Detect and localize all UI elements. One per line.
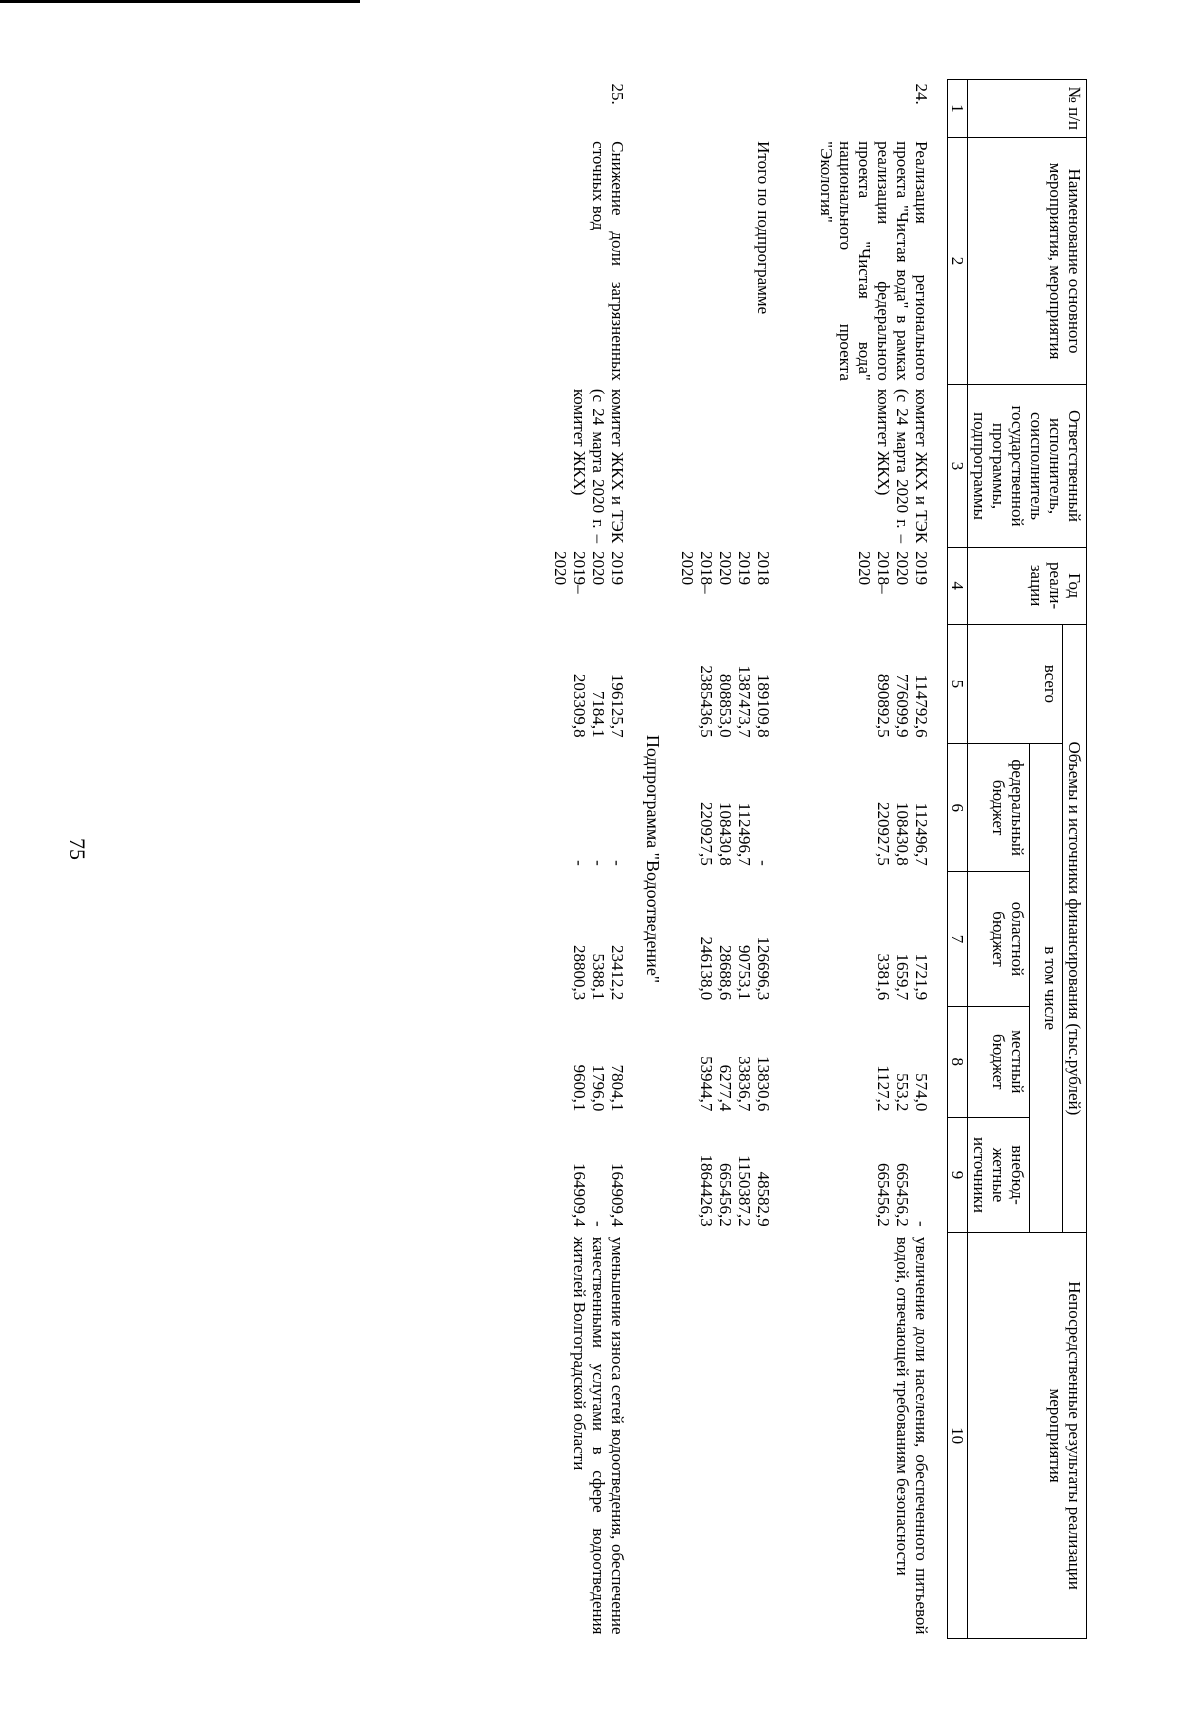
measure-name: Снижение доли загрязненных сточных вод — [589, 141, 627, 381]
header-regional: областной бюджет — [968, 872, 1030, 1007]
column-number: 5 — [948, 624, 968, 744]
federal-amount: - - - — [570, 860, 627, 866]
regional-amount: 1721,9 1659,7 3381,6 — [874, 953, 931, 1001]
total-amount: 114792,6 776099,9 890892,5 — [874, 673, 931, 738]
header-executor: Ответственный исполнитель, соисполнитель государственной программы, подпрограммы — [968, 385, 1087, 547]
executor: комитет ЖКХ и ТЭК (с 24 марта 2020 г. – комитет ЖКХ) — [874, 388, 931, 544]
header-extra: внебюд-жетные источники — [968, 1117, 1030, 1232]
page-number: 75 — [65, 838, 90, 860]
table-row — [676, 80, 775, 1639]
executor — [676, 385, 775, 547]
subprogram-row — [629, 80, 676, 1639]
years: 2019 2020 2018– 2020 — [855, 551, 931, 594]
header-in-that: в том числе — [1030, 744, 1063, 1233]
column-number: 6 — [948, 744, 968, 872]
regional-amount: 126696,3 90753,1 28688,6 246138,0 — [697, 936, 773, 1001]
column-number: 4 — [948, 547, 968, 624]
column-number: 7 — [948, 872, 968, 1007]
header-local: местный бюджет — [968, 1006, 1030, 1117]
column-number: 9 — [948, 1117, 968, 1232]
header-funding-group: Объемы и источники финансирования (тыс.рублей) — [1063, 624, 1087, 1233]
years: 2019 2020 2019– 2020 — [551, 551, 627, 594]
executor: комитет ЖКХ и ТЭК (с 24 марта 2020 г. – комитет ЖКХ) — [570, 388, 627, 544]
row-number — [676, 80, 775, 138]
federal-amount: 112496,7 108430,8 220927,5 — [874, 802, 931, 866]
regional-amount: 23412,2 5388,1 28800,3 — [570, 945, 627, 1001]
total-amount: 189109,8 1387473,7 808853,0 2385436,5 — [697, 665, 773, 738]
table-row — [815, 80, 933, 1639]
column-number: 3 — [948, 385, 968, 547]
measure-name: Итого по подпрограмме — [754, 141, 773, 315]
total-amount: 196125,7 7184,1 203309,8 — [570, 673, 627, 738]
result-text: увеличение доли населения, обеспеченного питьевой водой, отвечающей требованиям безопасности — [893, 1236, 931, 1635]
header-year: Год реали-зации — [968, 547, 1087, 624]
local-amount: 574,0 553,2 1127,2 — [874, 1065, 931, 1112]
local-amount: 13830,6 33836,7 6277,4 53944,7 — [697, 1056, 773, 1112]
row-number: 25. — [608, 83, 627, 105]
header-num: № п/п — [968, 80, 1087, 138]
measure-name: Реализация регионального проекта "Чистая вода" в рамках реализации федерального проекта "Чистая вода" национального проекта "Экология" — [817, 141, 931, 381]
extra-amount: 164909,4 - 164909,4 — [570, 1162, 627, 1227]
table-row — [549, 80, 629, 1639]
header-name: Наименование основного мероприятия, мероприятия — [968, 137, 1087, 385]
years: 2018 2019 2020 2018– 2020 — [678, 551, 773, 594]
result-text: уменьшение износа сетей водоотведения, обеспечение качественными услугами в сфере водоотведения жителей Волгоградской области — [570, 1236, 627, 1635]
result-text — [676, 1233, 775, 1639]
local-amount: 7804,1 1796,0 9600,1 — [570, 1064, 627, 1112]
column-number: 1 — [948, 80, 968, 138]
row-number: 24. — [912, 83, 931, 105]
subprogram-title: Подпрограмма "Водоотведение" — [643, 734, 663, 984]
column-number: 8 — [948, 1006, 968, 1117]
extra-amount: 48582,9 1150387,2 665456,2 1864426,3 — [697, 1154, 773, 1227]
header-federal: федеральный бюджет — [968, 744, 1030, 872]
header-total: всего — [968, 624, 1063, 744]
federal-amount: - 112496,7 108430,8 220927,5 — [697, 802, 773, 866]
column-number-row — [948, 80, 968, 1639]
extra-amount: - 665456,2 665456,2 — [874, 1162, 931, 1227]
header-results: Непосредственные результаты реализации мероприятия — [968, 1233, 1087, 1639]
column-number: 2 — [948, 137, 968, 385]
column-number: 10 — [948, 1233, 968, 1639]
program-table — [549, 79, 1087, 1639]
